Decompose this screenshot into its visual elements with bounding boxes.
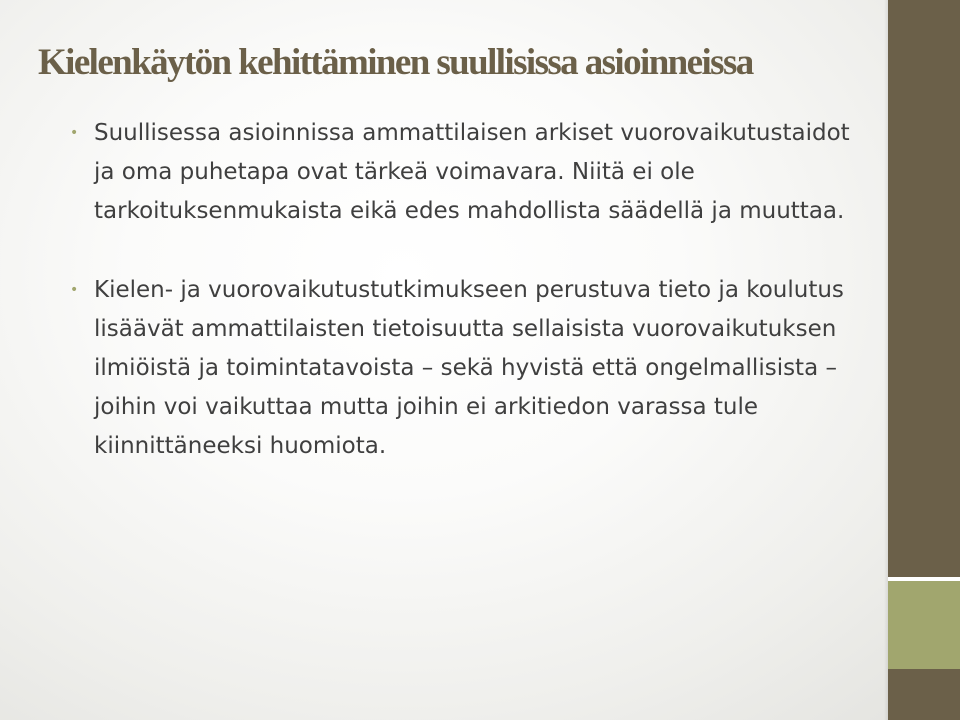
side-bar-accent — [888, 581, 960, 669]
bullet-icon: • — [70, 125, 79, 141]
slide-title: Kielenkäytön kehittäminen suullisissa asioinneissa — [38, 42, 753, 83]
bullet-item — [70, 271, 860, 466]
bullet-list — [70, 114, 860, 466]
side-bar-bottom — [888, 669, 960, 720]
bullet-icon: • — [70, 282, 79, 298]
side-bar-top — [888, 0, 960, 577]
bullet-text: Suullisessa asioinnissa ammattilaisen arkiset vuorovaikutustaidot ja oma puhetapa ovat tärkeä voimavara. Niitä ei ole tarkoituksenmukaista eikä edes mahdollista säädellä ja muuttaa. — [94, 120, 850, 224]
bullet-text: Kielen- ja vuorovaikutustutkimukseen perustuva tieto ja koulutus lisäävät ammattilaisten tietoisuutta sellaisista vuorovaikutuksen ilmiöistä ja toimintatavoista – sekä hyvistä että ongelmallisista – joihin voi vaikuttaa mutta joihin ei arkitiedon varassa tule kiinnittäneeksi huomiota. — [94, 277, 844, 459]
bullet-item — [70, 114, 860, 231]
